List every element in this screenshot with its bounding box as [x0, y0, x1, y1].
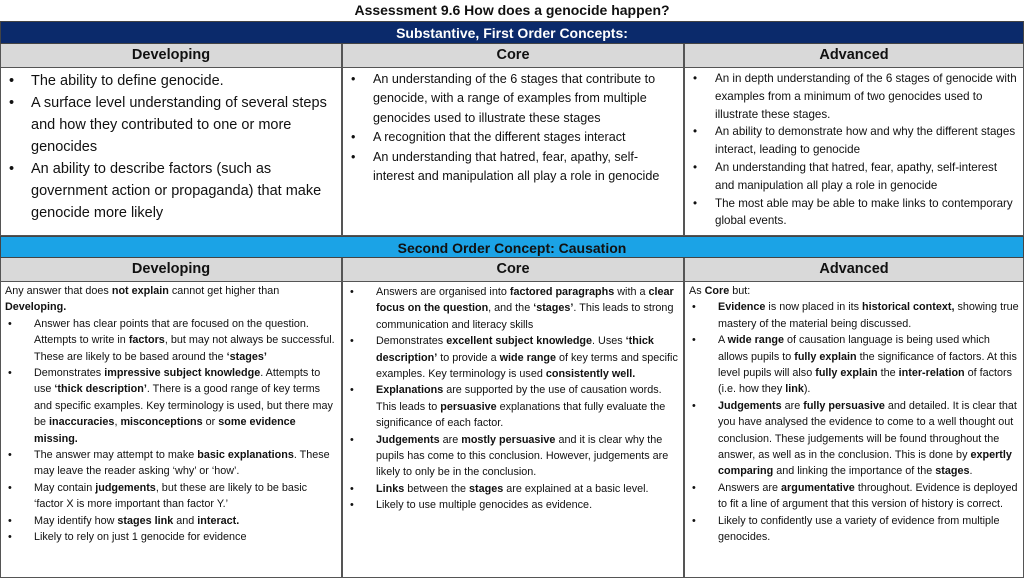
header-developing: Developing [0, 258, 342, 282]
text: . This leads to strong communication and literacy skills [376, 302, 674, 331]
bold-text: Links [376, 482, 405, 495]
list-item [347, 284, 679, 333]
bold-text: Core [704, 285, 730, 297]
developing-intro [5, 283, 337, 316]
bold-text: Explanations [376, 384, 444, 397]
text: are explained at a basic level. [503, 482, 649, 495]
list-item: • A surface level understanding of several steps and how they contributed to one or more genocides [5, 92, 337, 158]
advanced-intro [689, 283, 1019, 299]
text: or [202, 416, 219, 429]
bold-text: misconceptions [120, 416, 203, 429]
text: between the [404, 482, 470, 495]
list-item [347, 497, 679, 513]
bold-text: basic explanations [197, 449, 294, 462]
text: Demonstrates [376, 335, 447, 348]
bold-text: argumentative [781, 481, 855, 494]
causation-row [0, 282, 1024, 578]
list-item [5, 365, 337, 447]
text: with a [614, 286, 649, 298]
header-core: Core [342, 44, 684, 68]
bold-text: expertly comparing [718, 449, 1012, 478]
text: to provide a [437, 351, 500, 364]
list-item: • An understanding that hatred, fear, apathy, self-interest and manipulation all play a role in genocide [689, 159, 1019, 195]
text: As [689, 285, 705, 297]
causation-core [342, 282, 684, 578]
page-title: Assessment 9.6 How does a genocide happen? [354, 2, 670, 18]
bold-text: ‘thick description’ [54, 383, 147, 396]
text: is now placed in its [765, 301, 863, 314]
list-item: • An ability to describe factors (such as government action or propaganda) that make genocide more likely [5, 158, 337, 224]
list-item [689, 398, 1019, 480]
text: Demonstrates [34, 367, 105, 380]
bold-text: judgements [95, 481, 156, 494]
text: the significance of factors. At this level pupils will also [718, 350, 1017, 380]
text: Likely to rely on just 1 genocide for evidence [34, 531, 247, 544]
header-advanced: Advanced [684, 258, 1024, 282]
list-item [347, 481, 679, 497]
section-heading-substantive: Substantive, First Order Concepts: [0, 21, 1024, 44]
bold-text: fully persuasive [803, 399, 885, 412]
bold-text: inaccuracies [49, 416, 115, 429]
text: of factors (i.e. how they [718, 367, 1013, 396]
text: . These may leave the reader asking ‘why’ or ‘how’. [34, 449, 330, 478]
bold-text: fully explain [815, 367, 878, 380]
bold-text: some evidence missing. [34, 416, 296, 445]
text: and detailed. It is clear that you have analysed the evidence to come to a well thought out conclusion. These judgements will be found throughout the answer, as well as in the conclusion. This is done by [718, 399, 1017, 462]
list-item: • An understanding of the 6 stages that contribute to genocide, with a range of examples from multiple genocides used to illustrate these stages [347, 70, 679, 128]
text: Answers are organised into [376, 286, 510, 298]
bold-text: Judgements [376, 433, 440, 446]
text: May identify how [34, 514, 118, 527]
text: of causation language is being used which allows pupils to [718, 334, 990, 363]
text: and linking the importance of the [773, 465, 936, 478]
bold-text: mostly persuasive [461, 433, 556, 446]
text: May contain [34, 481, 96, 494]
list-item [689, 513, 1019, 546]
list-item: • An understanding that hatred, fear, apathy, self-interest and manipulation all play a role in genocide [347, 148, 679, 187]
bold-text: ‘stages’ [533, 302, 574, 315]
list-item [347, 432, 679, 481]
text: A [718, 334, 728, 347]
text: The answer may attempt to make [34, 449, 198, 462]
list-item: • An in depth understanding of the 6 stages of genocide with examples from a minimum of two genocides used to illustrate these stages. [689, 70, 1019, 123]
text: , and the [488, 302, 534, 315]
bold-text: stages link [117, 514, 174, 527]
bold-text: factors [128, 334, 165, 347]
bold-text: consistently well. [545, 368, 636, 381]
bold-text: factored paragraphs [509, 286, 615, 298]
bold-text: ‘stages’ [226, 350, 267, 363]
list-item: • The most able may be able to make links to contemporary global events. [689, 195, 1019, 231]
text: and it is clear why the pupils has come to this conclusion. However, judgements are likely to only be in the conclusion. [376, 433, 669, 479]
causation-developing [0, 282, 342, 578]
text: . [969, 465, 973, 478]
bold-text: excellent subject knowledge [446, 335, 593, 348]
text: are supported by the use of causation words. This leads to [376, 384, 662, 413]
text: ). [803, 383, 811, 396]
list-item: • An ability to demonstrate how and why the different stages interact, leading to genocide [689, 123, 1019, 159]
list-item [5, 447, 337, 480]
list-item [5, 529, 337, 545]
text: Likely to confidently use a variety of evidence from multiple genocides. [718, 514, 1000, 544]
bold-text: not explain [111, 285, 169, 297]
bold-text: link [785, 383, 804, 396]
bold-text: persuasive [440, 400, 497, 413]
list-item: • The ability to define genocide. [5, 70, 337, 92]
text: , but may not always be successful. These are likely to be based around the [34, 334, 335, 363]
substantive-advanced [684, 68, 1024, 236]
text: the [877, 367, 899, 380]
list-item [689, 332, 1019, 398]
text: but: [729, 285, 751, 297]
header-developing: Developing [0, 44, 342, 68]
bold-text: Developing. [5, 301, 67, 314]
substantive-row [0, 68, 1024, 236]
bold-text: historical context, [862, 301, 955, 314]
list-item [5, 480, 337, 513]
bold-text: clear focus on the question [376, 286, 674, 315]
text: Any answer that does [5, 285, 112, 297]
column-headers-1 [0, 44, 1024, 68]
text: showing true mastery of the material being discussed. [718, 301, 1019, 330]
header-advanced: Advanced [684, 44, 1024, 68]
section-heading-causation: Second Order Concept: Causation [0, 236, 1024, 258]
bold-text: stages [469, 482, 504, 495]
bold-text: Evidence [718, 301, 766, 314]
bold-text: impressive subject knowledge [104, 367, 261, 380]
bold-text: ‘thick description’ [376, 335, 654, 364]
bold-text: interact. [197, 514, 240, 527]
header-core: Core [342, 258, 684, 282]
bold-text: fully explain [794, 350, 857, 363]
text: . There is a good range of key terms and specific examples. Key terminology is used, but there may be [34, 383, 333, 429]
list-item [347, 333, 679, 382]
text: are [781, 399, 804, 412]
substantive-developing [0, 68, 342, 236]
text: and [173, 514, 198, 527]
text: , but these are likely to be basic ‘factor X is more important than factor Y.’ [34, 481, 308, 511]
text: . Uses [592, 335, 626, 348]
text: cannot get higher than [168, 285, 280, 297]
list-item [689, 480, 1019, 513]
bold-text: stages [935, 465, 970, 478]
text: explanations that fully evaluate the significance of each factor. [376, 400, 666, 430]
list-item [689, 299, 1019, 332]
column-headers-2 [0, 258, 1024, 282]
text: Likely to use multiple genocides as evidence. [376, 499, 593, 512]
list-item: • A recognition that the different stages interact [347, 128, 679, 147]
list-item [5, 513, 337, 529]
text: Answers are [718, 481, 782, 494]
text: of key terms and specific examples. Key terminology is used [376, 351, 678, 381]
text: , [114, 416, 121, 429]
list-item [5, 316, 337, 365]
list-item [347, 382, 679, 431]
bold-text: Judgements [718, 399, 782, 412]
text: . Attempts to use [34, 367, 321, 396]
bold-text: wide range [727, 334, 785, 347]
text: are [439, 433, 462, 446]
substantive-core [342, 68, 684, 236]
causation-advanced [684, 282, 1024, 578]
bold-text: inter-relation [898, 367, 965, 380]
text: throughout. Evidence is deployed to fit a line of argument that this version of history is correct. [718, 481, 1018, 511]
text: Answer has clear points that are focused on the question. Attempts to write in [34, 317, 309, 347]
bold-text: wide range [499, 351, 557, 364]
